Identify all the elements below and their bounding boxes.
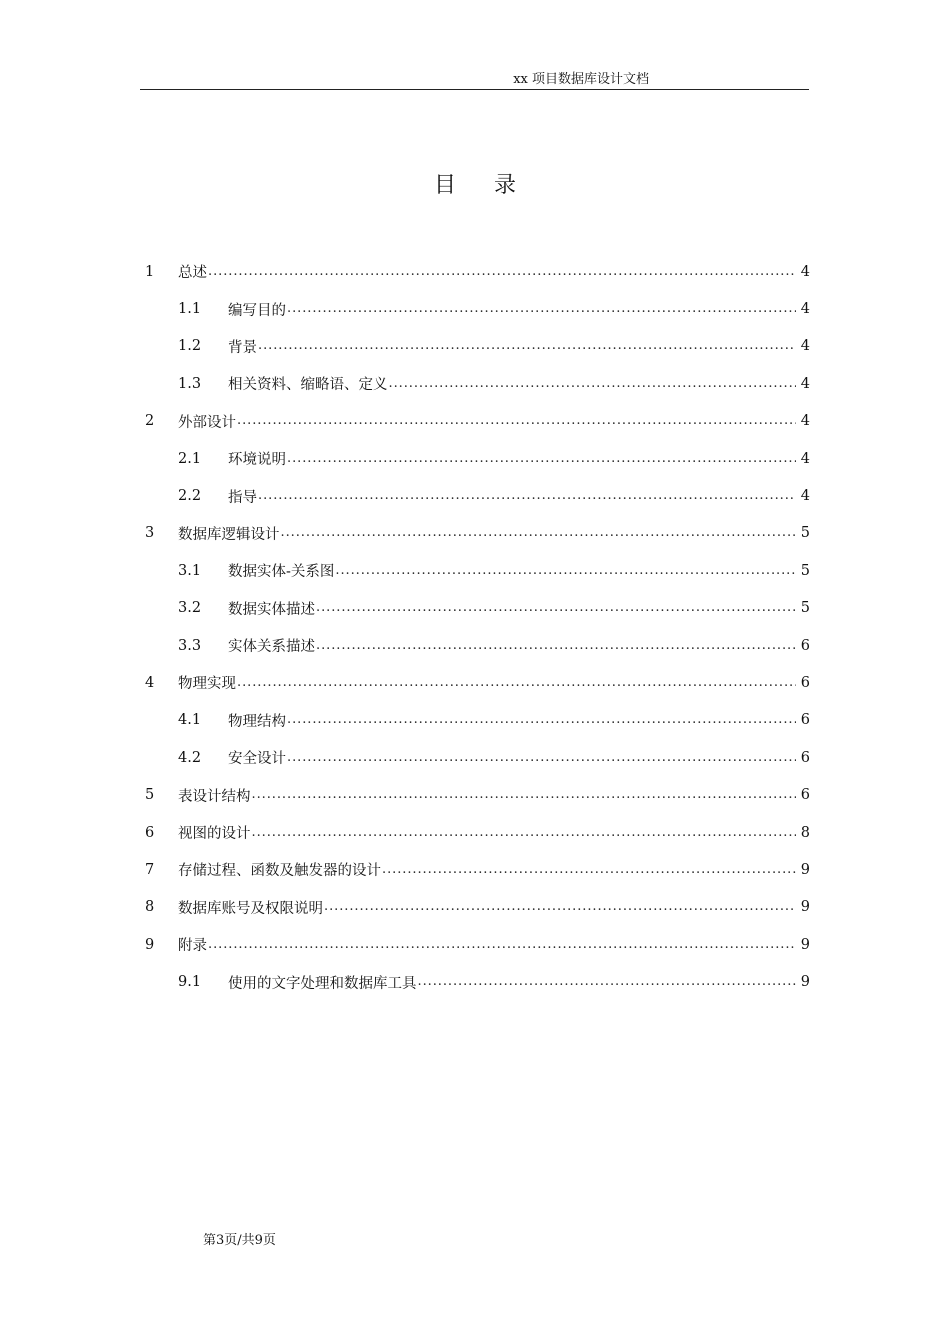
table-of-contents	[140, 253, 810, 1001]
dot-leader	[258, 337, 796, 355]
toc-entry[interactable]	[140, 290, 810, 327]
dot-leader	[287, 711, 796, 729]
toc-entry-label: 附录	[178, 938, 207, 955]
toc-entry[interactable]	[140, 814, 810, 851]
toc-entry-page: 9	[800, 936, 810, 953]
dot-leader	[258, 487, 796, 505]
toc-entry-page: 6	[800, 674, 810, 691]
toc-entry[interactable]	[140, 403, 810, 440]
toc-entry-page: 4	[800, 338, 810, 355]
toc-entry-page: 6	[800, 637, 810, 654]
dot-leader	[208, 936, 796, 954]
toc-entry-number: 2.2	[178, 488, 202, 505]
toc-entry-page: 6	[800, 787, 810, 804]
toc-entry-label: 使用的文字处理和数据库工具	[228, 975, 417, 992]
toc-entry-number: 9.1	[178, 974, 202, 991]
toc-entry-number: 8	[145, 899, 155, 916]
toc-entry-page: 6	[800, 712, 810, 729]
toc-entry-number: 3.1	[178, 562, 202, 579]
toc-entry-page: 4	[800, 488, 810, 505]
dot-leader	[418, 973, 797, 991]
toc-entry-number: 1	[145, 263, 155, 280]
toc-entry[interactable]	[140, 739, 810, 776]
toc-entry[interactable]	[140, 627, 810, 664]
dot-leader	[252, 786, 797, 804]
dot-leader	[316, 599, 796, 617]
toc-entry-number: 3	[145, 525, 155, 542]
toc-entry[interactable]	[140, 851, 810, 888]
toc-entry-label: 指导	[228, 489, 257, 506]
dot-leader	[287, 749, 796, 767]
toc-entry-number: 5	[145, 787, 155, 804]
toc-entry-number: 4	[145, 674, 155, 691]
toc-entry[interactable]	[140, 477, 810, 514]
dot-leader	[252, 824, 797, 842]
dot-leader	[237, 412, 796, 430]
dot-leader	[382, 861, 796, 879]
toc-entry-label: 环境说明	[228, 452, 286, 469]
toc-entry[interactable]	[140, 590, 810, 627]
toc-entry-label: 数据实体描述	[228, 601, 315, 618]
toc-entry-label: 总述	[178, 265, 207, 282]
dot-leader	[287, 300, 796, 318]
toc-entry-label: 相关资料、缩略语、定义	[228, 377, 388, 394]
toc-entry-number: 2.1	[178, 450, 202, 467]
dot-leader	[324, 898, 796, 916]
dot-leader	[208, 263, 796, 281]
toc-entry[interactable]	[140, 365, 810, 402]
dot-leader	[389, 375, 797, 393]
toc-entry[interactable]	[140, 253, 810, 290]
toc-entry-label: 物理结构	[228, 713, 286, 730]
dot-leader	[316, 637, 796, 655]
toc-entry-label: 编写目的	[228, 302, 286, 319]
toc-entry-page: 9	[800, 861, 810, 878]
toc-entry-number: 3.2	[178, 600, 202, 617]
toc-entry-number: 9	[145, 936, 155, 953]
toc-entry-number: 7	[145, 861, 155, 878]
toc-entry-label: 视图的设计	[178, 826, 251, 843]
toc-entry-page: 4	[800, 375, 810, 392]
toc-entry-page: 5	[800, 600, 810, 617]
toc-entry-label: 表设计结构	[178, 788, 251, 805]
toc-entry-number: 2	[145, 413, 155, 430]
toc-entry[interactable]	[140, 552, 810, 589]
toc-entry-label: 安全设计	[228, 751, 286, 768]
toc-entry-page: 4	[800, 413, 810, 430]
dot-leader	[335, 562, 796, 580]
toc-entry-label: 存储过程、函数及触发器的设计	[178, 863, 381, 880]
toc-entry-page: 9	[800, 899, 810, 916]
toc-entry-label: 背景	[228, 339, 257, 356]
toc-entry[interactable]	[140, 926, 810, 963]
toc-entry[interactable]	[140, 889, 810, 926]
toc-title: 目录	[433, 173, 554, 198]
toc-entry-number: 3.3	[178, 637, 202, 654]
toc-entry-page: 9	[800, 974, 810, 991]
toc-entry-page: 4	[800, 263, 810, 280]
toc-entry-label: 物理实现	[178, 676, 236, 693]
toc-entry-number: 1.1	[178, 301, 202, 318]
toc-entry[interactable]	[140, 963, 810, 1000]
toc-entry-label: 外部设计	[178, 414, 236, 431]
toc-entry-page: 4	[800, 450, 810, 467]
dot-leader	[281, 524, 797, 542]
toc-entry[interactable]	[140, 664, 810, 701]
dot-leader	[287, 450, 796, 468]
dot-leader	[237, 674, 796, 692]
toc-entry-page: 6	[800, 749, 810, 766]
toc-entry[interactable]	[140, 515, 810, 552]
toc-entry[interactable]	[140, 776, 810, 813]
toc-entry-label: 数据库账号及权限说明	[178, 900, 323, 917]
toc-entry[interactable]	[140, 440, 810, 477]
toc-entry[interactable]	[140, 328, 810, 365]
toc-entry-number: 1.2	[178, 338, 202, 355]
toc-entry-number: 4.2	[178, 749, 202, 766]
toc-entry-page: 8	[800, 824, 810, 841]
toc-entry-label: 数据库逻辑设计	[178, 526, 280, 543]
toc-entry-number: 1.3	[178, 375, 202, 392]
toc-entry-number: 6	[145, 824, 155, 841]
toc-entry-page: 5	[800, 525, 810, 542]
toc-entry[interactable]	[140, 702, 810, 739]
toc-entry-page: 4	[800, 301, 810, 318]
document-title: xx 项目数据库设计文档	[513, 72, 649, 87]
toc-entry-label: 数据实体-关系图	[228, 564, 335, 581]
page-number-footer: 第3页/共9页	[203, 1233, 276, 1248]
toc-entry-number: 4.1	[178, 712, 202, 729]
toc-entry-page: 5	[800, 562, 810, 579]
toc-entry-label: 实体关系描述	[228, 639, 315, 656]
page-header	[140, 72, 809, 90]
